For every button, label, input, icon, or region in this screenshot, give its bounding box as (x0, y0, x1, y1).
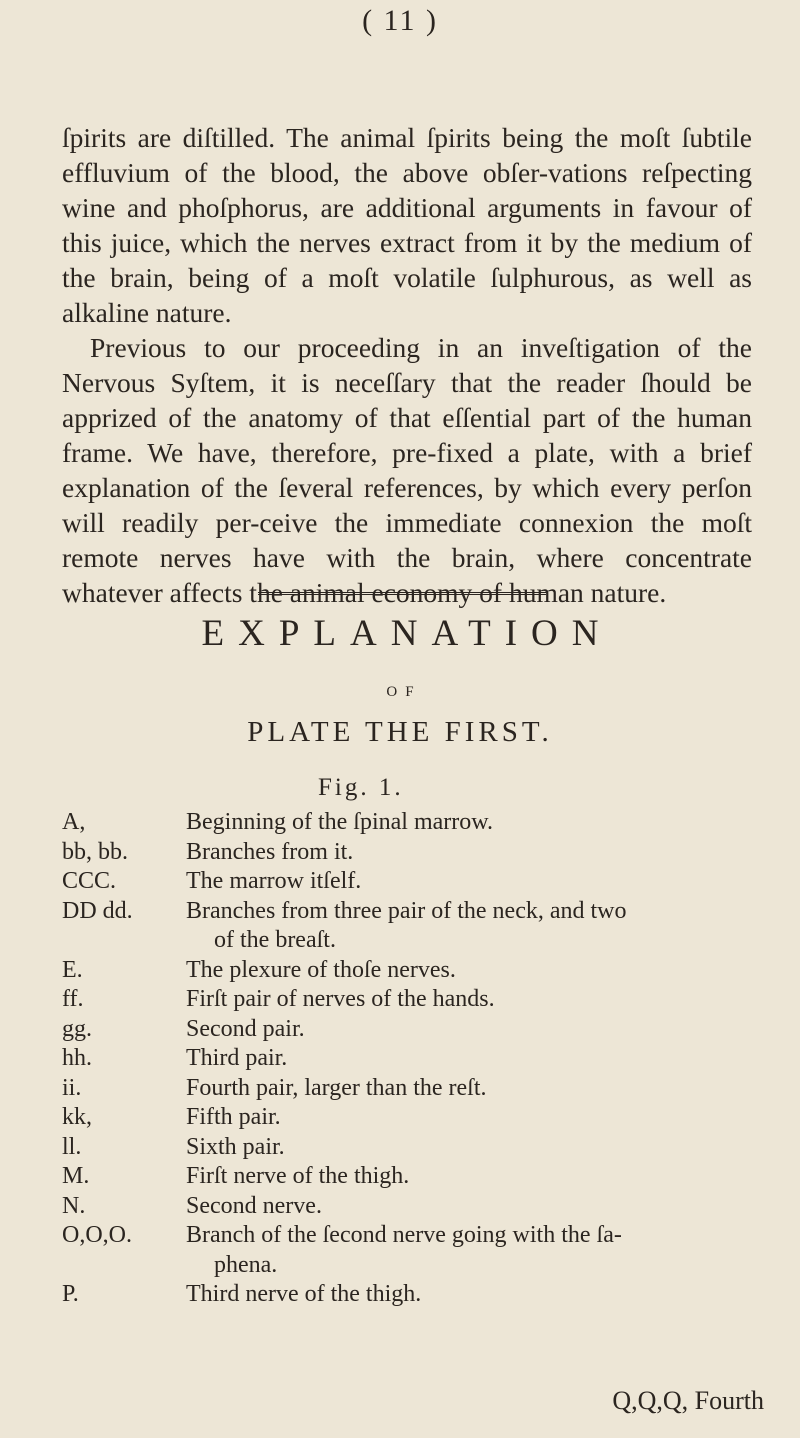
reference-description (186, 1074, 762, 1104)
reference-description (186, 1015, 762, 1045)
reference-key: bb, bb. (62, 838, 128, 865)
reference-description (186, 1280, 762, 1310)
reference-key: kk, (62, 1104, 92, 1130)
reference-key: ll. (62, 1133, 82, 1160)
reference-text: Third pair. (186, 1045, 288, 1071)
reference-description (186, 1192, 762, 1222)
reference-text: The marrow itſelf. (186, 868, 362, 894)
reference-key: M. (62, 1163, 90, 1189)
reference-description (186, 808, 762, 838)
reference-description (186, 1133, 762, 1163)
reference-text: Branches from three pair of the neck, and two (186, 897, 627, 924)
heading-of: OF (386, 684, 422, 700)
reference-row (62, 838, 762, 868)
reference-key: P. (62, 1281, 79, 1307)
reference-key: ff. (62, 986, 84, 1012)
reference-list (62, 808, 762, 1310)
paragraph-2: Previous to our proceeding in an inveſtigation of the Nervous Syſtem, it is neceſſary that the reader ſhould be apprized of the anatomy of that eſſential part of the human frame. We have, therefore, pre-fixed a plate, with a brief explanation of the ſeveral references, by which every perſon will readily per-ceive the immediate connexion the moſt remote nerves have with the brain, where concentrate whatever affects the animal economy of human nature. (62, 332, 752, 608)
reference-row (62, 1103, 762, 1133)
figure-label: Fig. 1. (318, 774, 404, 801)
reference-row (62, 897, 762, 956)
reference-text: Second nerve. (186, 1192, 322, 1219)
reference-description (186, 838, 762, 868)
reference-description (186, 985, 762, 1015)
reference-text: Firſt pair of nerves of the hands. (186, 986, 495, 1012)
reference-row (62, 1133, 762, 1163)
paragraph-1: ſpirits are diſtilled. The animal ſpirits being the moſt ſubtile effluvium of the blood, the above obſer-vations reſpecting wine and phoſphorus, are additional arguments in favour of this juice, which the nerves extract from it by the medium of the brain, being of a moſt volatile ſulphurous, as well as alkaline nature. (62, 122, 752, 328)
reference-row (62, 1015, 762, 1045)
reference-key: O,O,O. (62, 1222, 132, 1248)
reference-description (186, 1162, 762, 1192)
reference-text: Firſt nerve of the thigh. (186, 1163, 410, 1189)
reference-description (186, 867, 762, 897)
reference-text: Fifth pair. (186, 1104, 281, 1130)
reference-row (62, 985, 762, 1015)
reference-description (186, 1044, 762, 1074)
reference-description (186, 1221, 762, 1280)
body-text (62, 120, 752, 610)
reference-row (62, 867, 762, 897)
reference-text: Fourth pair, larger than the reſt. (186, 1074, 487, 1101)
reference-text: Sixth pair. (186, 1133, 285, 1160)
reference-text: Second pair. (186, 1015, 305, 1042)
reference-row (62, 1221, 762, 1280)
reference-key: DD dd. (62, 897, 133, 924)
reference-text: The plexure of thoſe nerves. (186, 956, 456, 983)
reference-text: Branch of the ſecond nerve going with the ſa- (186, 1222, 622, 1248)
reference-key: hh. (62, 1045, 92, 1071)
reference-text: Branches from it. (186, 838, 354, 865)
reference-description (186, 956, 762, 986)
section-heading: EXPLANATION (201, 613, 613, 654)
reference-row (62, 1074, 762, 1104)
reference-row (62, 1192, 762, 1222)
reference-row (62, 808, 762, 838)
plate-title: PLATE THE FIRST. (247, 716, 553, 748)
reference-key: ii. (62, 1074, 82, 1101)
reference-description (186, 897, 762, 956)
reference-row (62, 1162, 762, 1192)
reference-text: Third nerve of the thigh. (186, 1281, 422, 1307)
reference-key: CCC. (62, 868, 117, 894)
reference-row (62, 1280, 762, 1310)
reference-key: E. (62, 956, 83, 983)
reference-key: N. (62, 1192, 86, 1219)
reference-row (62, 1044, 762, 1074)
section-divider (258, 592, 546, 595)
page-number: ( 11 ) (362, 4, 438, 37)
reference-continuation: of the breaſt. (214, 927, 336, 953)
reference-continuation: phena. (214, 1251, 278, 1278)
reference-description (186, 1103, 762, 1133)
reference-key: A, (62, 809, 86, 835)
reference-key: gg. (62, 1015, 92, 1042)
catchword: Q,Q,Q, Fourth (612, 1386, 764, 1415)
reference-text: Beginning of the ſpinal marrow. (186, 809, 494, 835)
reference-row (62, 956, 762, 986)
